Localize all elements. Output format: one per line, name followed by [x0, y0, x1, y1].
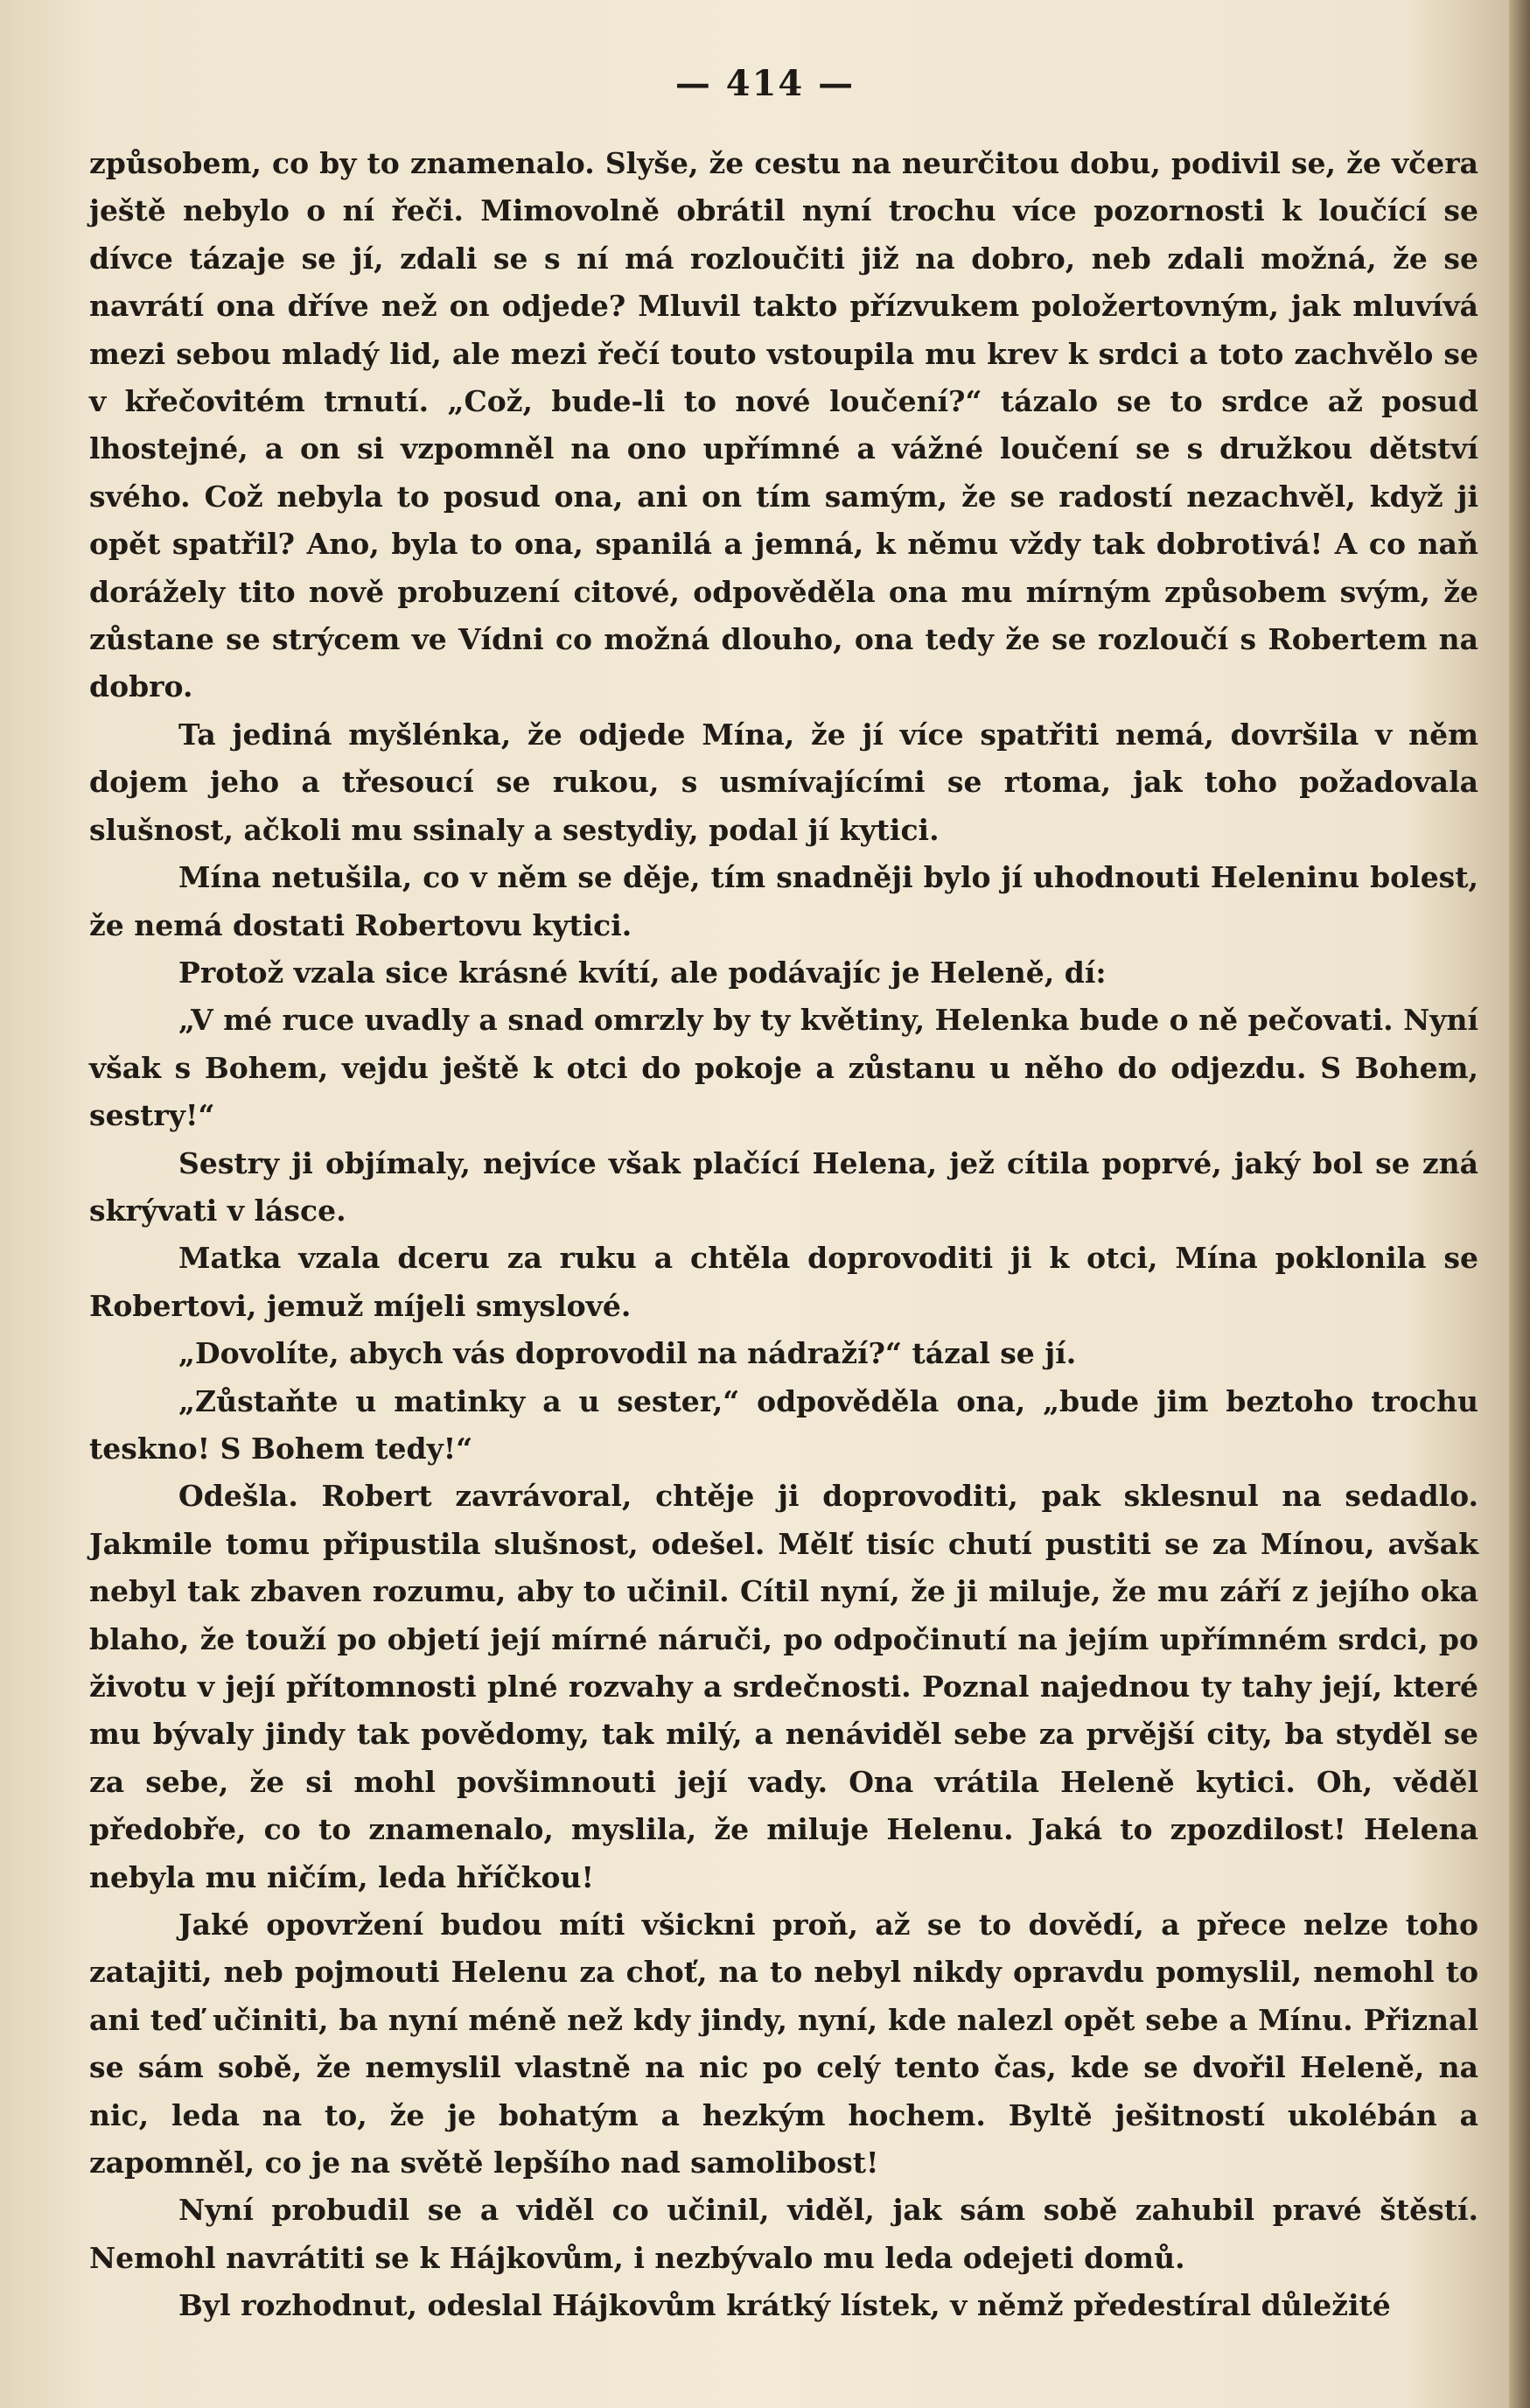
page-edge-shadow — [1509, 0, 1530, 2408]
paragraph: Nyní probudil se a viděl co učinil, viděl, jak sám sobě zahubil pravé štěstí. Nemohl navrátiti se k Hájkovům, i nezbývalo mu leda odejeti domů. — [89, 2193, 1478, 2275]
paragraph: „V mé ruce uvadly a snad omrzly by ty květiny, Helenka bude o ně pečovati. Nyní však s Bohem, vejdu ještě k otci do pokoje a zůstanu u něho do odjezdu. S Bohem, sestry!“ — [89, 1003, 1478, 1133]
paragraph: Jaké opovržení budou míti všickni proň, až se to dovědí, a přece nelze toho zatajiti, neb pojmouti Helenu za choť, na to nebyl nikdy opravdu pomyslil, nemohl to ani teď učiniti, ba nyní méně než kdy jindy, nyní, kde nalezl opět sebe a Mínu. Přiznal se sám sobě, že nemyslil vlastně na nic po celý tento čas, kde se dvořil Heleně, na nic, leda na to, že je bohatým a hezkým hochem. Byltě ješitností ukolébán a zapomněl, co je na světě lepšího nad samolibost! — [89, 1908, 1478, 2180]
paragraph: Odešla. Robert zavrávoral, chtěje ji doprovoditi, pak sklesnul na sedadlo. Jakmile tomu připustila slušnost, odešel. Mělť tisíc chutí pustiti se za Mínou, avšak nebyl tak zbaven rozumu, aby to učinil. Cítil nyní, že ji miluje, že mu září z jejího oka blaho, že touží po objetí její mírné náruči, po odpočinutí na jejím upřímném srdci, po životu v její přítomnosti plné rozvahy a srdečnosti. Poznal najednou ty tahy její, které mu bývaly jindy tak povědomy, tak milý, a nenáviděl sebe za prvější city, ba styděl se za sebe, že si mohl povšimnouti její vady. Ona vrátila Heleně kytici. Oh, věděl předobře, co to znamenalo, myslila, že miluje Helenu. Jaká to zpozdilost! Helena nebyla mu ničím, leda hříčkou! — [89, 1479, 1478, 1894]
paragraph: Ta jediná myšlénka, že odjede Mína, že jí více spatřiti nemá, dovršila v něm dojem jeho a třesoucí se rukou, s usmívajícími se rtoma, jak toho požadovala slušnost, ačkoli mu ssinaly a sestydiy, podal jí kytici. — [89, 717, 1478, 847]
paragraph: Protož vzala sice krásné kvítí, ale podávajíc je Heleně, dí: — [178, 955, 1107, 990]
paragraph: Sestry ji objímaly, nejvíce však plačící Helena, jež cítila poprvé, jaký bol se zná skrývati v lásce. — [89, 1145, 1478, 1228]
paragraph: Mína netušila, co v něm se děje, tím snadněji bylo jí uhodnouti Heleninu bolest, že nemá dostati Robertovu kytici. — [89, 860, 1478, 942]
body-text — [89, 140, 1478, 2330]
paragraph: způsobem, co by to znamenalo. Slyše, že cestu na neurčitou dobu, podivil se, že včera ještě nebylo o ní řeči. Mimovolně obrátil nyní trochu více pozornosti k loučící se dívce tázaje se jí, zdali se s ní má rozloučiti již na dobro, neb zdali možná, že se navrátí ona dříve než on odjede? Mluvil takto přízvukem položertovným, jak mluvívá mezi sebou mladý lid, ale mezi řečí touto vstoupila mu krev k srdci a toto zachvělo se v křečovitém trnutí. „Což, bude-li to nové loučení?“ tázalo se to srdce až posud lhostejné, a on si vzpomněl na ono upřímné a vážné loučení se s družkou dětství svého. Což nebyla to posud ona, ani on tím samým, že se radostí nezachvěl, když ji opět spatřil? Ano, byla to ona, spanilá a jemná, k němu vždy tak dobrotivá! A co naň dorážely tito nově probuzení citové, odpověděla ona mu mírným způsobem svým, že zůstane se strýcem ve Vídni co možná dlouho, ona tedy že se rozloučí s Robertem na dobro. — [89, 146, 1478, 704]
page-number: — 414 — — [674, 63, 856, 104]
paragraph: „Zůstaňte u matinky a u sester,“ odpověděla ona, „bude jim beztoho trochu teskno! S Bohem tedy!“ — [89, 1383, 1478, 1466]
paragraph: „Dovolíte, abych vás doprovodil na nádraží?“ tázal se jí. — [178, 1336, 1077, 1371]
paragraph: Matka vzala dceru za ruku a chtěla doprovoditi ji k otci, Mína poklonila se Robertovi, jemuž míjeli smyslové. — [89, 1241, 1478, 1323]
paragraph: Byl rozhodnut, odeslal Hájkovům krátký lístek, v němž předestíral důležité — [178, 2288, 1391, 2323]
